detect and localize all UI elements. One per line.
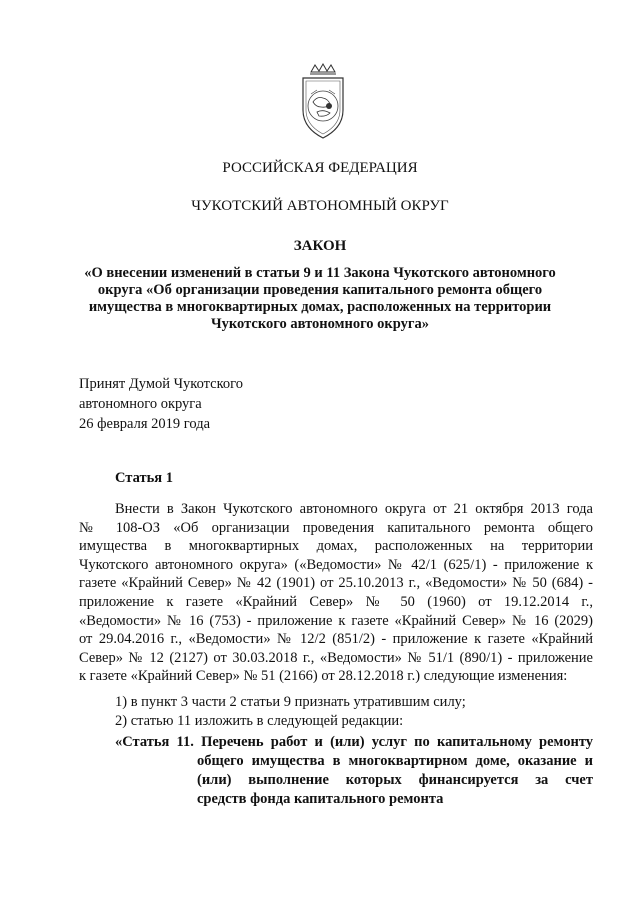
country-heading: РОССИЙСКАЯ ФЕДЕРАЦИЯ xyxy=(222,160,418,176)
amendment-item: 1) в пункт 3 части 2 статьи 9 признать утратившим силу; xyxy=(115,694,466,710)
article-body xyxy=(79,500,593,686)
body-line: от 29.04.2016 г., «Ведомости» № 12/2 (851/2) - приложение к газете «Крайний xyxy=(79,631,593,648)
region-heading: ЧУКОТСКИЙ АВТОНОМНЫЙ ОКРУГ xyxy=(191,198,449,214)
body-line: газете «Крайний Север» № 42 (1901) от 25.10.2013 г., «Ведомости» № 50 (684) - xyxy=(79,575,593,592)
adoption-line: Принят Думой Чукотского xyxy=(79,376,244,392)
new-article-line: общего имущества в многоквартирном доме, оказание и xyxy=(197,753,593,769)
adoption-date: 26 февраля 2019 года xyxy=(79,416,211,432)
body-line: Север» № 12 (2127) от 30.03.2018 г., «Ведомости» № 51/1 (890/1) - приложение xyxy=(79,649,593,666)
body-line: Внести в Закон Чукотского автономного округа от 21 октября 2013 года xyxy=(115,501,593,517)
law-title-line: округа «Об организации проведения капитального ремонта общего xyxy=(97,282,543,298)
coat-of-arms-icon xyxy=(293,62,353,142)
body-line: «Ведомости» № 16 (753) - приложение к газете «Крайний Север» № 16 (2029) xyxy=(79,612,593,629)
adoption-line: автономного округа xyxy=(79,396,202,412)
document-type-heading: ЗАКОН xyxy=(293,238,347,254)
body-line: Чукотского автономного округа» («Ведомости» № 42/1 (625/1) - приложение к xyxy=(79,556,593,573)
body-line: приложение к газете «Крайний Север» № 50 (1960) от 19.12.2014 г., xyxy=(79,593,593,610)
body-line: имущества в многоквартирных домах, расположенных на территории xyxy=(79,538,593,555)
article-heading: Статья 1 xyxy=(115,470,173,486)
body-line: к газете «Крайний Север» № 51 (2166) от 28.12.2018 г.) следующие изменения: xyxy=(79,668,568,685)
new-article-line: средств фонда капитального ремонта xyxy=(197,791,444,807)
law-title xyxy=(60,265,580,333)
new-article-heading xyxy=(115,733,593,809)
body-line: № 108-ОЗ «Об организации проведения капитального ремонта общего xyxy=(79,519,593,536)
law-title-line: Чукотского автономного округа» xyxy=(211,316,429,332)
law-title-line: имущества в многоквартирных домах, расположенных на территории xyxy=(88,299,552,315)
new-article-line: «Статья 11. Перечень работ и (или) услуг по капитальному ремонту xyxy=(115,734,593,750)
new-article-line: (или) выполнение которых финансируется за счет xyxy=(197,772,593,788)
law-title-line: «О внесении изменений в статьи 9 и 11 Закона Чукотского автономного xyxy=(84,265,556,281)
amendment-item: 2) статью 11 изложить в следующей редакции: xyxy=(115,712,404,729)
amendment-items xyxy=(115,693,466,730)
adoption-note xyxy=(79,374,243,434)
